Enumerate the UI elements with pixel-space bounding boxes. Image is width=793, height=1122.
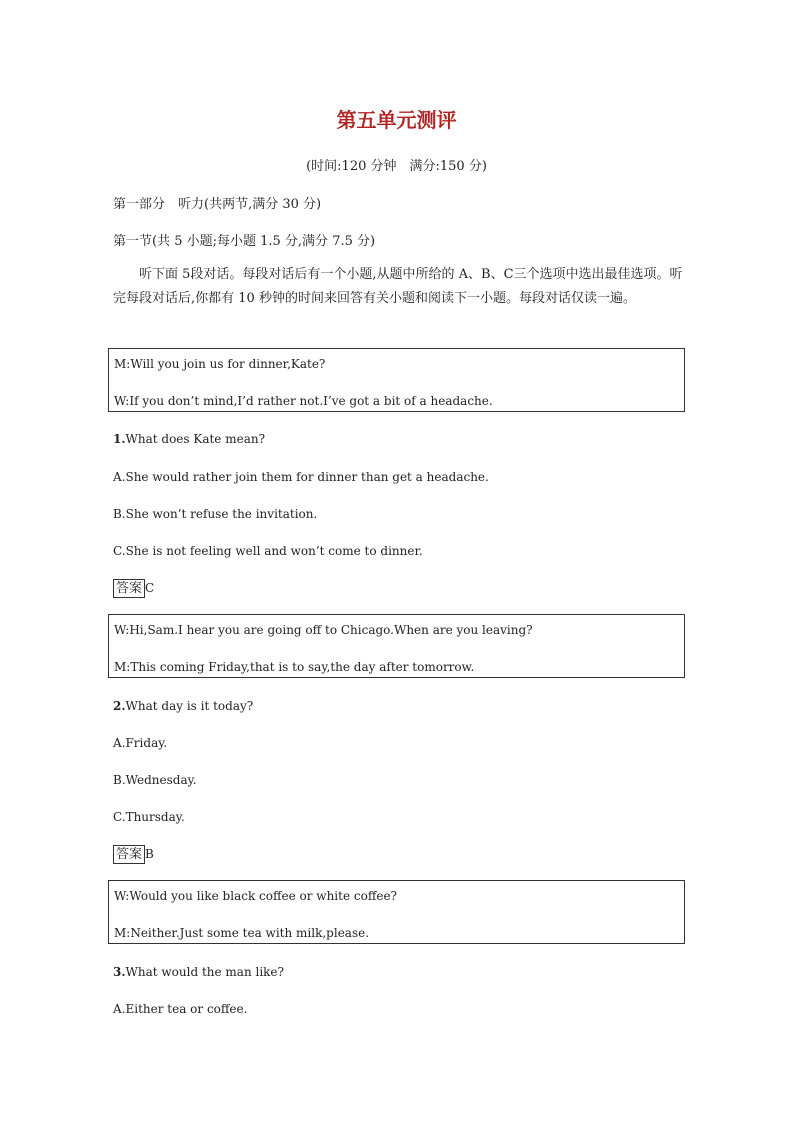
dialog-line: M:Neither.Just some tea with milk,please. — [114, 926, 370, 940]
dialog-box-2 — [108, 614, 685, 678]
question-number: 1. — [113, 432, 126, 446]
dialog-line: M:Will you join us for dinner,Kate? — [114, 357, 326, 371]
question-text: What does Kate mean? — [125, 432, 266, 446]
question-2 — [113, 699, 253, 713]
option-c: C.Thursday. — [113, 810, 185, 824]
option-b: B.Wednesday. — [113, 773, 197, 787]
option-a: A.Friday. — [113, 736, 168, 750]
answer-value: C — [145, 581, 155, 595]
option-a: A.Either tea or coffee. — [113, 1002, 248, 1016]
part-heading: 第一部分 听力(共两节,满分 30 分) — [113, 197, 322, 212]
option-c: C.She is not feeling well and won’t come to dinner. — [113, 544, 423, 558]
dialog-box-1 — [108, 348, 685, 412]
question-text: What day is it today? — [125, 699, 254, 713]
instructions-paragraph: 听下面 5段对话。每段对话后有一个小题,从题中所给的 A、B、C三个选项中选出最佳选项。听完每段对话后,你都有 10 秒钟的时间来回答有关小题和阅读下一小题。每段对话仅读一遍。 — [113, 267, 683, 306]
dialog-line: M:This coming Friday,that is to say,the day after tomorrow. — [114, 660, 475, 674]
answer-label: 答案 — [113, 845, 145, 864]
dialog-line: W:Would you like black coffee or white coffee? — [114, 889, 397, 903]
question-number: 2. — [113, 699, 126, 713]
answer-value: B — [145, 847, 154, 861]
dialog-box-3 — [108, 880, 685, 944]
answer-label: 答案 — [113, 579, 145, 598]
dialog-line: W:Hi,Sam.I hear you are going off to Chicago.When are you leaving? — [114, 623, 533, 637]
option-a: A.She would rather join them for dinner than get a headache. — [113, 470, 489, 484]
question-text: What would the man like? — [125, 965, 284, 979]
question-1 — [113, 432, 265, 446]
dialog-line: W:If you don’t mind,I’d rather not.I’ve got a bit of a headache. — [114, 394, 493, 408]
answer-1 — [113, 579, 154, 598]
question-number: 3. — [113, 965, 126, 979]
exam-time-info: (时间:120 分钟 满分:150 分) — [306, 159, 487, 174]
page-title: 第五单元测评 — [336, 108, 457, 132]
question-3 — [113, 965, 284, 979]
section-heading: 第一节(共 5 小题;每小题 1.5 分,满分 7.5 分) — [113, 234, 376, 249]
option-b: B.She won’t refuse the invitation. — [113, 507, 318, 521]
answer-2 — [113, 845, 154, 864]
